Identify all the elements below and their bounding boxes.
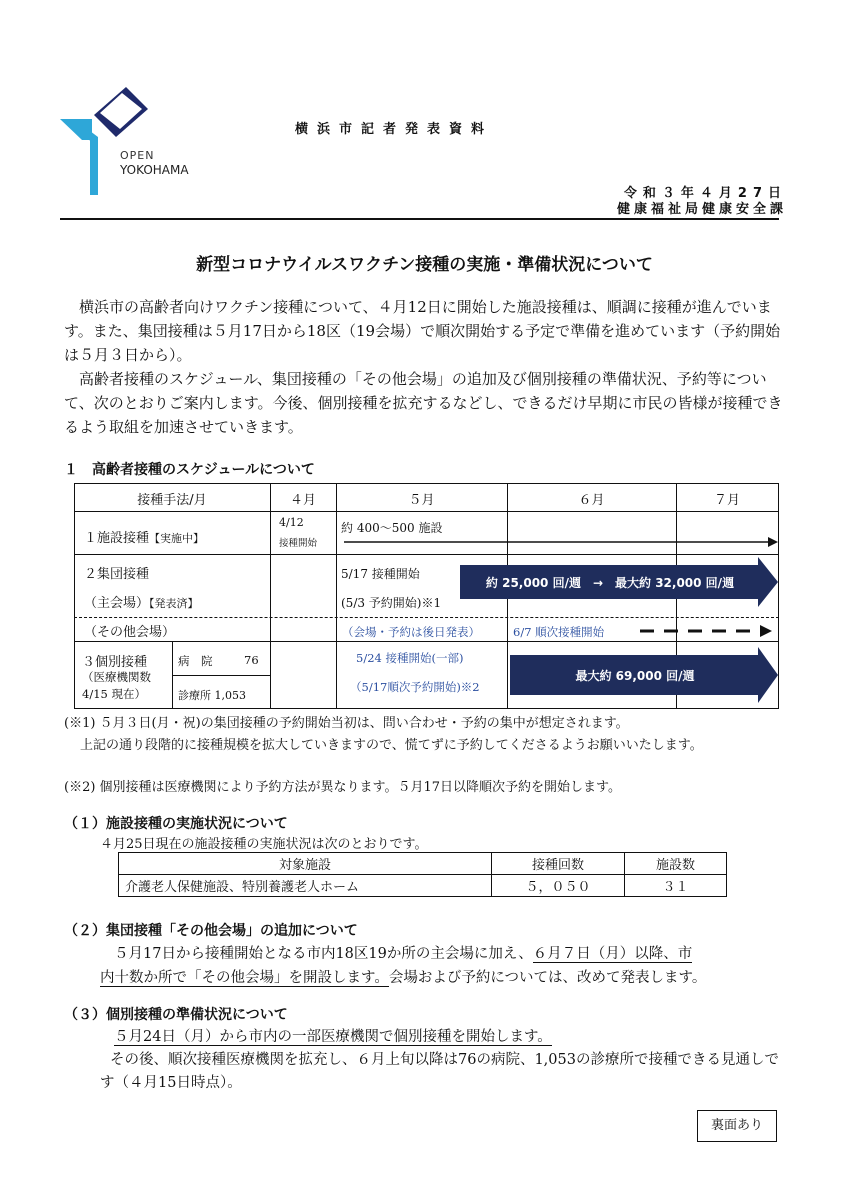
subsection-1-text: ４月25日現在の施設接種の実施状況は次のとおりです。 [100,837,428,852]
yokohama-logo-icon [60,85,210,205]
col-facility: 対象施設 [119,853,492,875]
hospital-label: 病 院 [178,654,213,668]
section-1-heading: １ 高齢者接種のスケジュールについて [64,462,315,478]
hospital-count: 76 [244,653,259,667]
header-may: ５月 [408,493,435,508]
group-start: 5/17 接種開始 [341,567,420,581]
subsection-1-heading: （１）施設接種の実施状況について [64,816,288,832]
facility-start-date: 4/12 [279,516,304,529]
subsection-2-text: ５月17日から接種開始となる市内18区19か所の主会場に加え、６月７日（月）以降、市 内十数か所で「その他会場」を開設します。会場および予約については、改めて発表します。 [100,946,707,986]
page-title: 新型コロナウイルスワクチン接種の実施・準備状況について [196,255,653,275]
facility-count: 約 400～500 施設 [341,521,443,535]
group-capacity-text: 約 25,000 回/週 → 最大約 32,000 回/週 [485,576,735,590]
open-yokohama-logo [60,85,210,205]
reverse-side-note: 裏面あり [697,1110,777,1142]
individual-start: 5/24 接種開始(一部) [356,651,464,665]
header-method: 接種手法/月 [137,493,207,508]
header-july: ７月 [713,493,740,508]
individual-sub1: （医療機関数 [82,670,151,684]
group-booking-start: (5/3 予約開始)※1 [341,596,442,610]
note-1-continued: 上記の通り段階的に接種規模を拡大していきますので、慌てずに予約してくださるようお願いいたします。 [80,738,703,753]
header-divider [60,218,779,220]
clinic-count: 診療所 1,053 [178,689,246,702]
col-doses: 接種回数 [492,853,625,875]
group-other-venue: （その他会場） [84,625,176,640]
group-main-venue: （主会場）【発表済】 [84,596,199,611]
note-1: (※1) ５月３日(月・祝)の集団接種の予約開始当初は、問い合わせ・予約の集中が想定されます。 [64,716,629,731]
individual-sub2: 4/15 現在） [82,687,146,701]
subsection-3-text: ５月24日（月）から市内の一部医療機関で個別接種を開始します。 その後、順次接種医療機関を拡充し、６月上旬以降は76の病院、1,053の診療所で接種できる見通しです（４月15日時点）。 [100,1029,779,1091]
subsection-2-heading: （２）集団接種「その他会場」の追加について [64,923,358,939]
intro-paragraph-2: 高齢者接種のスケジュール、集団接種の「その他会場」の追加及び個別接種の準備状況、予約等について、次のとおりご案内します。今後、個別接種を拡充するなどし、できるだけ早期に市民の皆様が接種できるよう取組を加速させていきます。 [64,370,783,436]
header-april: ４月 [289,493,316,508]
release-date: 令和３年４月27日 [623,186,787,201]
group-label: ２集団接種 [84,567,150,582]
note-2: (※2) 個別接種は医療機関により予約方法が異なります。５月17日以降順次予約を開始します。 [64,780,622,795]
facility-timeline-arrow [336,535,779,549]
individual-booking: （5/17順次予約開始)※2 [350,680,480,694]
group-other-start: 6/7 順次接種開始 [513,625,605,639]
group-other-announce: （会場・予約は後日発表） [342,625,480,639]
schedule-table [74,483,779,708]
intro-paragraph-1: 横浜市の高齢者向けワクチン接種について、４月12日に開始した施設接種は、順調に接種が進んでいます。また、集団接種は５月17日から18区（19会場）で順次開始する予定で準備を進めています（予約開始は５月３日から）。 [64,298,781,364]
individual-capacity-text: 最大約 69,000 回/週 [575,669,695,683]
col-facility-count: 施設数 [625,853,727,875]
header-june: ６月 [578,493,605,508]
press-release-label: 横浜市記者発表資料 [295,122,494,137]
cell-facility-count: ３１ [625,875,727,897]
facility-vaccination-table [118,852,727,897]
individual-label: ３個別接種 [82,655,148,670]
subsection-3-heading: （３）個別接種の準備状況について [64,1007,288,1023]
department-name: 健康福祉局健康安全課 [616,202,787,217]
facility-start-note: 接種開始 [279,538,318,549]
logo-open-text: OPEN [120,149,155,162]
group-other-dashed-arrow [634,624,779,638]
cell-doses: ５，０５０ [492,875,625,897]
cell-facility-type: 介護老人保健施設、特別養護老人ホーム [119,875,492,897]
logo-yokohama-text: YOKOHAMA [120,163,189,177]
facility-label: １施設接種【実施中】 [84,531,205,546]
